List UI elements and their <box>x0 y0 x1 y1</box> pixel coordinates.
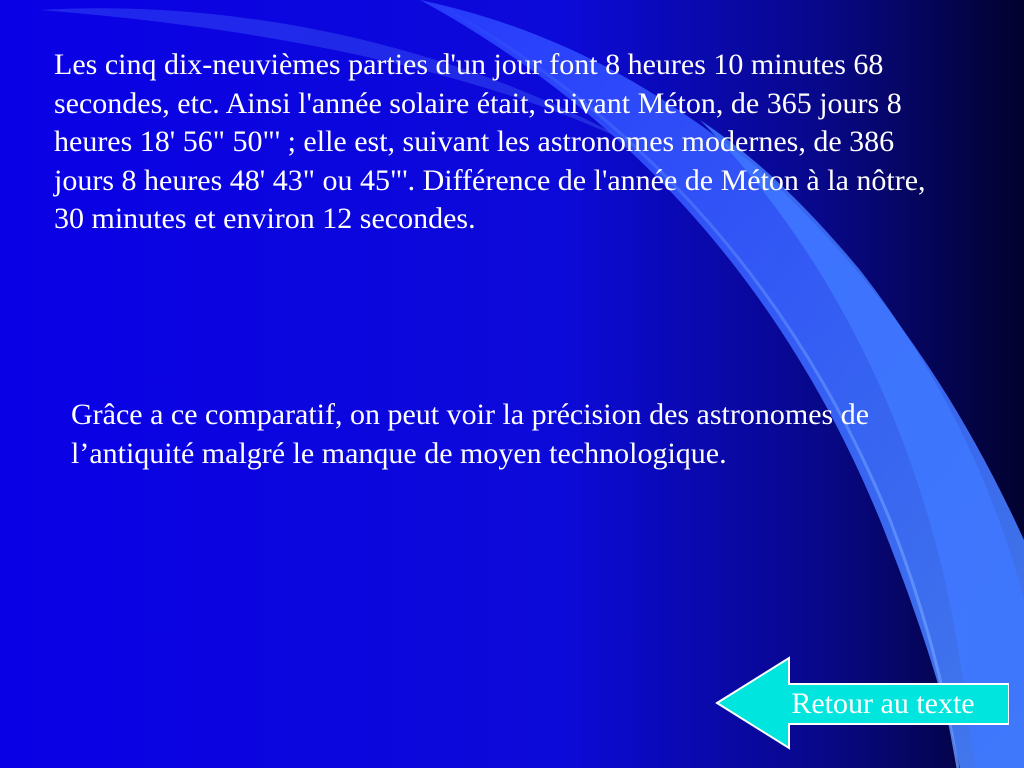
return-to-text-label: Retour au texte <box>791 687 975 720</box>
paragraph-conclusion: Grâce a ce comparatif, on peut voir la précision des astronomes de l’antiquité malgré le manque de moyen technologique. <box>71 398 870 470</box>
return-to-text-button[interactable] <box>715 656 1009 750</box>
paragraph-meton-year: Les cinq dix-neuvièmes parties d'un jour font 8 heures 10 minutes 68 secondes, etc. Ainsi l'année solaire était, suivant Méton, de 365 jours 8 heures 18' 56" 50"' ; elle est, suivant les astronomes modernes, de 386 jours 8 heures 48' 43" ou 45"'. Différence de l'année de Méton à la nôtre, 30 minutes et environ 12 secondes. <box>54 48 926 236</box>
